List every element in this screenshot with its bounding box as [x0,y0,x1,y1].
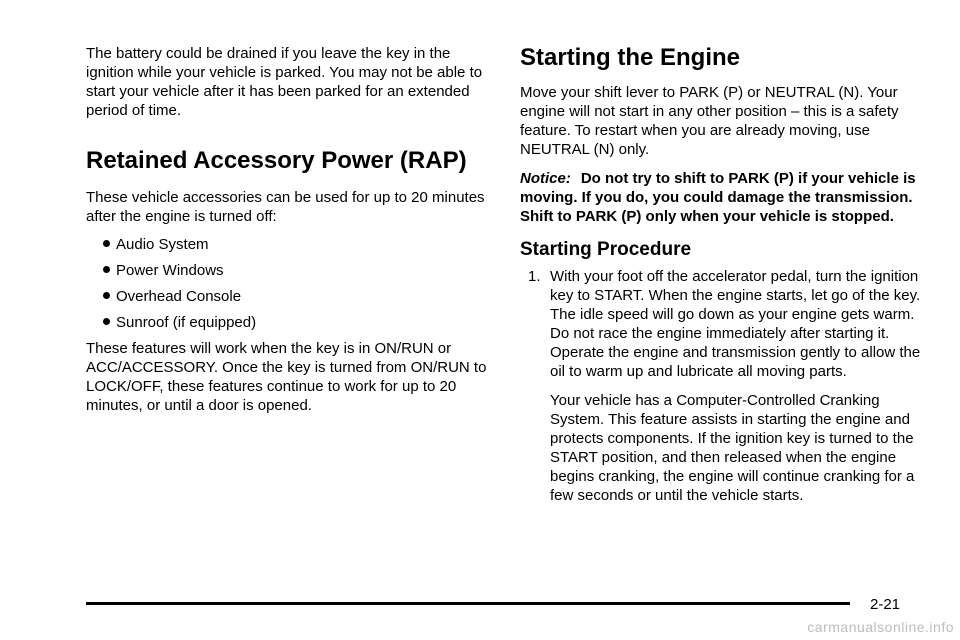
shift-lever-paragraph: Move your shift lever to PARK (P) or NEUTRAL (N). Your engine will not start in any other position – this is a safety feature. To restart when you are already moving, use NEUTRAL (N) only. [520,84,899,158]
footer-rule [86,602,850,605]
cranking-system-paragraph: Your vehicle has a Computer-Controlled Cranking System. This feature assists in starting the engine and protects components. If the ignition key is turned to the START position, and then released when the engine begins cranking, the engine will continue cranking for a few seconds or until the vehicle starts. [550,392,915,504]
rap-heading: Retained Accessory Power (RAP) [86,147,467,174]
rap-intro-paragraph: These vehicle accessories can be used for up to 20 minutes after the engine is turned off: [86,189,485,225]
list-item: Audio System [86,235,492,254]
starting-procedure-heading: Starting Procedure [520,239,692,260]
list-item: Overhead Console [86,287,492,306]
list-item: Power Windows [86,261,492,280]
starting-procedure-steps [520,267,930,381]
right-column [520,44,930,505]
step-number: 1. [528,268,541,285]
rap-accessory-list [86,235,492,332]
rap-outro-paragraph: These features will work when the key is in ON/RUN or ACC/ACCESSORY. Once the key is turned from ON/RUN to LOCK/OFF, these features continue to work for up to 20 minutes, or until a door is opened. [86,340,487,414]
notice-label: Notice: [520,170,571,187]
step-text: With your foot off the accelerator pedal, turn the ignition key to START. When the engine starts, let go of the key. The idle speed will go down as your engine gets warm. Do not race the engine immediately after starting it. Operate the engine and transmission gently to allow the oil to warm up and lubricate all moving parts. [550,268,921,380]
starting-engine-heading: Starting the Engine [520,44,741,71]
notice-text: Do not try to shift to PARK (P) if your vehicle is moving. If you do, you could damage the transmission. Shift to PARK (P) only when your vehicle is stopped. [520,170,916,225]
list-item [520,267,930,381]
page-number: 2-21 [870,596,901,613]
notice-paragraph [520,169,930,226]
watermark: carmanualsonline.info [807,619,954,635]
battery-warning-paragraph: The battery could be drained if you leave the key in the ignition while your vehicle is parked. You may not be able to start your vehicle after it has been parked for an extended period of time. [86,45,483,119]
list-item: Sunroof (if equipped) [86,313,492,332]
left-column [86,44,492,415]
